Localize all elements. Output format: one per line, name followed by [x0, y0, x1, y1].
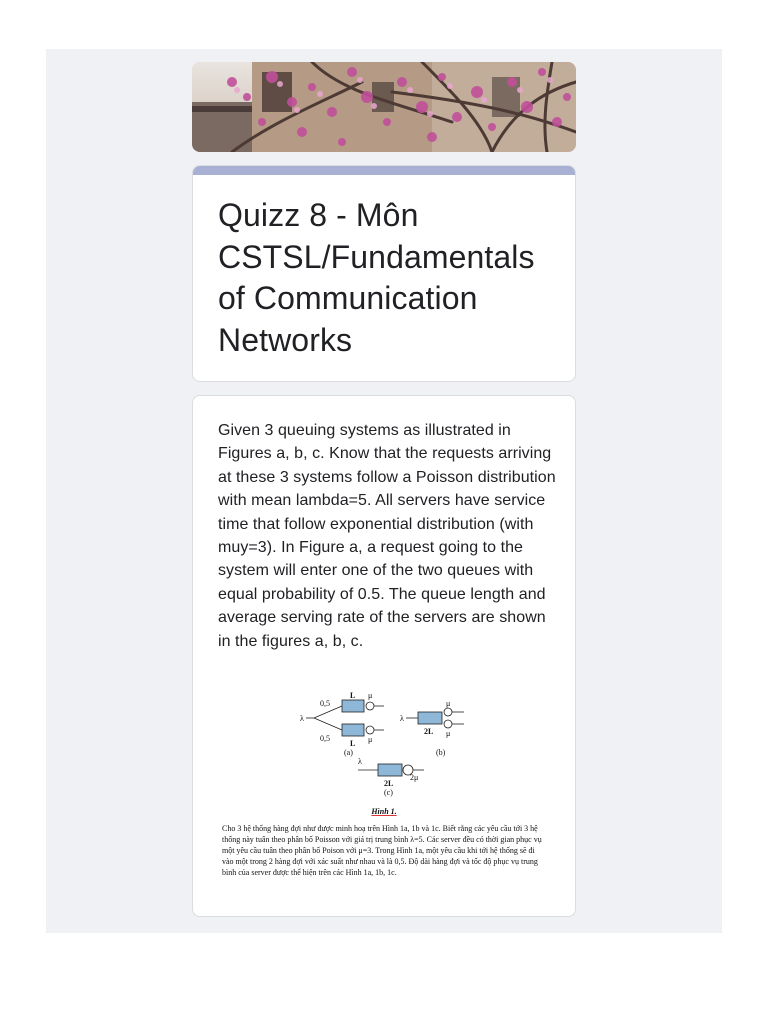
figure-caption-text: Cho 3 hệ thống hàng đợi như được minh hoạ trên Hình 1a, 1b và 1c. Biết rằng các yêu cầu tới 3 hệ thống này tuân theo phân bố Poisson với giá trị trung bình λ=5. Các server đều có thời gian phục vụ một yêu cầu tuân theo phân bố Poison với μ=3. Trong Hình 1a, một yêu cầu khi tới hệ thống sẽ đi vào một trong 2 hàng đợi với xác suất như nhau và là 0,5. Độ dài hàng đợi và tốc độ phục vụ trung bình của server được thể hiện trên các Hình 1a, 1b, 1c.: [222, 824, 542, 877]
question-card: [192, 395, 576, 917]
figure-label-c: (c): [384, 788, 393, 797]
lambda-label-a: λ: [300, 714, 304, 723]
prob-top-label: 0,5: [320, 699, 330, 708]
queue-diagram: [218, 682, 550, 807]
mu-label-b-top: μ: [446, 699, 451, 708]
title-accent-bar: [193, 166, 575, 175]
figure-caption-title: Hình 1.: [371, 807, 397, 816]
header-banner-image: [192, 62, 576, 152]
queue-length-c: 2L: [384, 779, 394, 788]
queue-length-bottom: L: [350, 739, 356, 748]
lambda-label-b: λ: [400, 714, 404, 723]
queue-length-top: L: [350, 691, 356, 700]
mu-label-b-bottom: μ: [446, 729, 451, 738]
question-text: Given 3 queuing systems as illustrated in Figures a, b, c. Know that the requests arriving at these 3 systems follow a Poisson distribution with mean lambda=5. All servers have service time that follow exponential distribution (with muy=3). In Figure a, a request going to the system will enter one of the two queues with equal probability of 0.5. The queue length and average serving rate of the servers are shown in the figures a, b, c.: [218, 422, 556, 650]
form-title-card: [192, 165, 576, 382]
figure-label-a: (a): [344, 748, 353, 757]
lambda-label-c: λ: [358, 757, 362, 766]
mu-label-a-bottom: μ: [368, 735, 373, 744]
form-title: Quizz 8 - Môn CSTSL/Fundamentals of Communication Networks: [218, 197, 535, 358]
mu-label-a-top: μ: [368, 691, 373, 700]
question-figure: [218, 682, 550, 890]
prob-bottom-label: 0,5: [320, 734, 330, 743]
figure-label-b: (b): [436, 748, 446, 757]
two-mu-label-c: 2μ: [410, 773, 419, 782]
queue-length-b: 2L: [424, 727, 434, 736]
cherry-blossom-image: [192, 62, 576, 152]
